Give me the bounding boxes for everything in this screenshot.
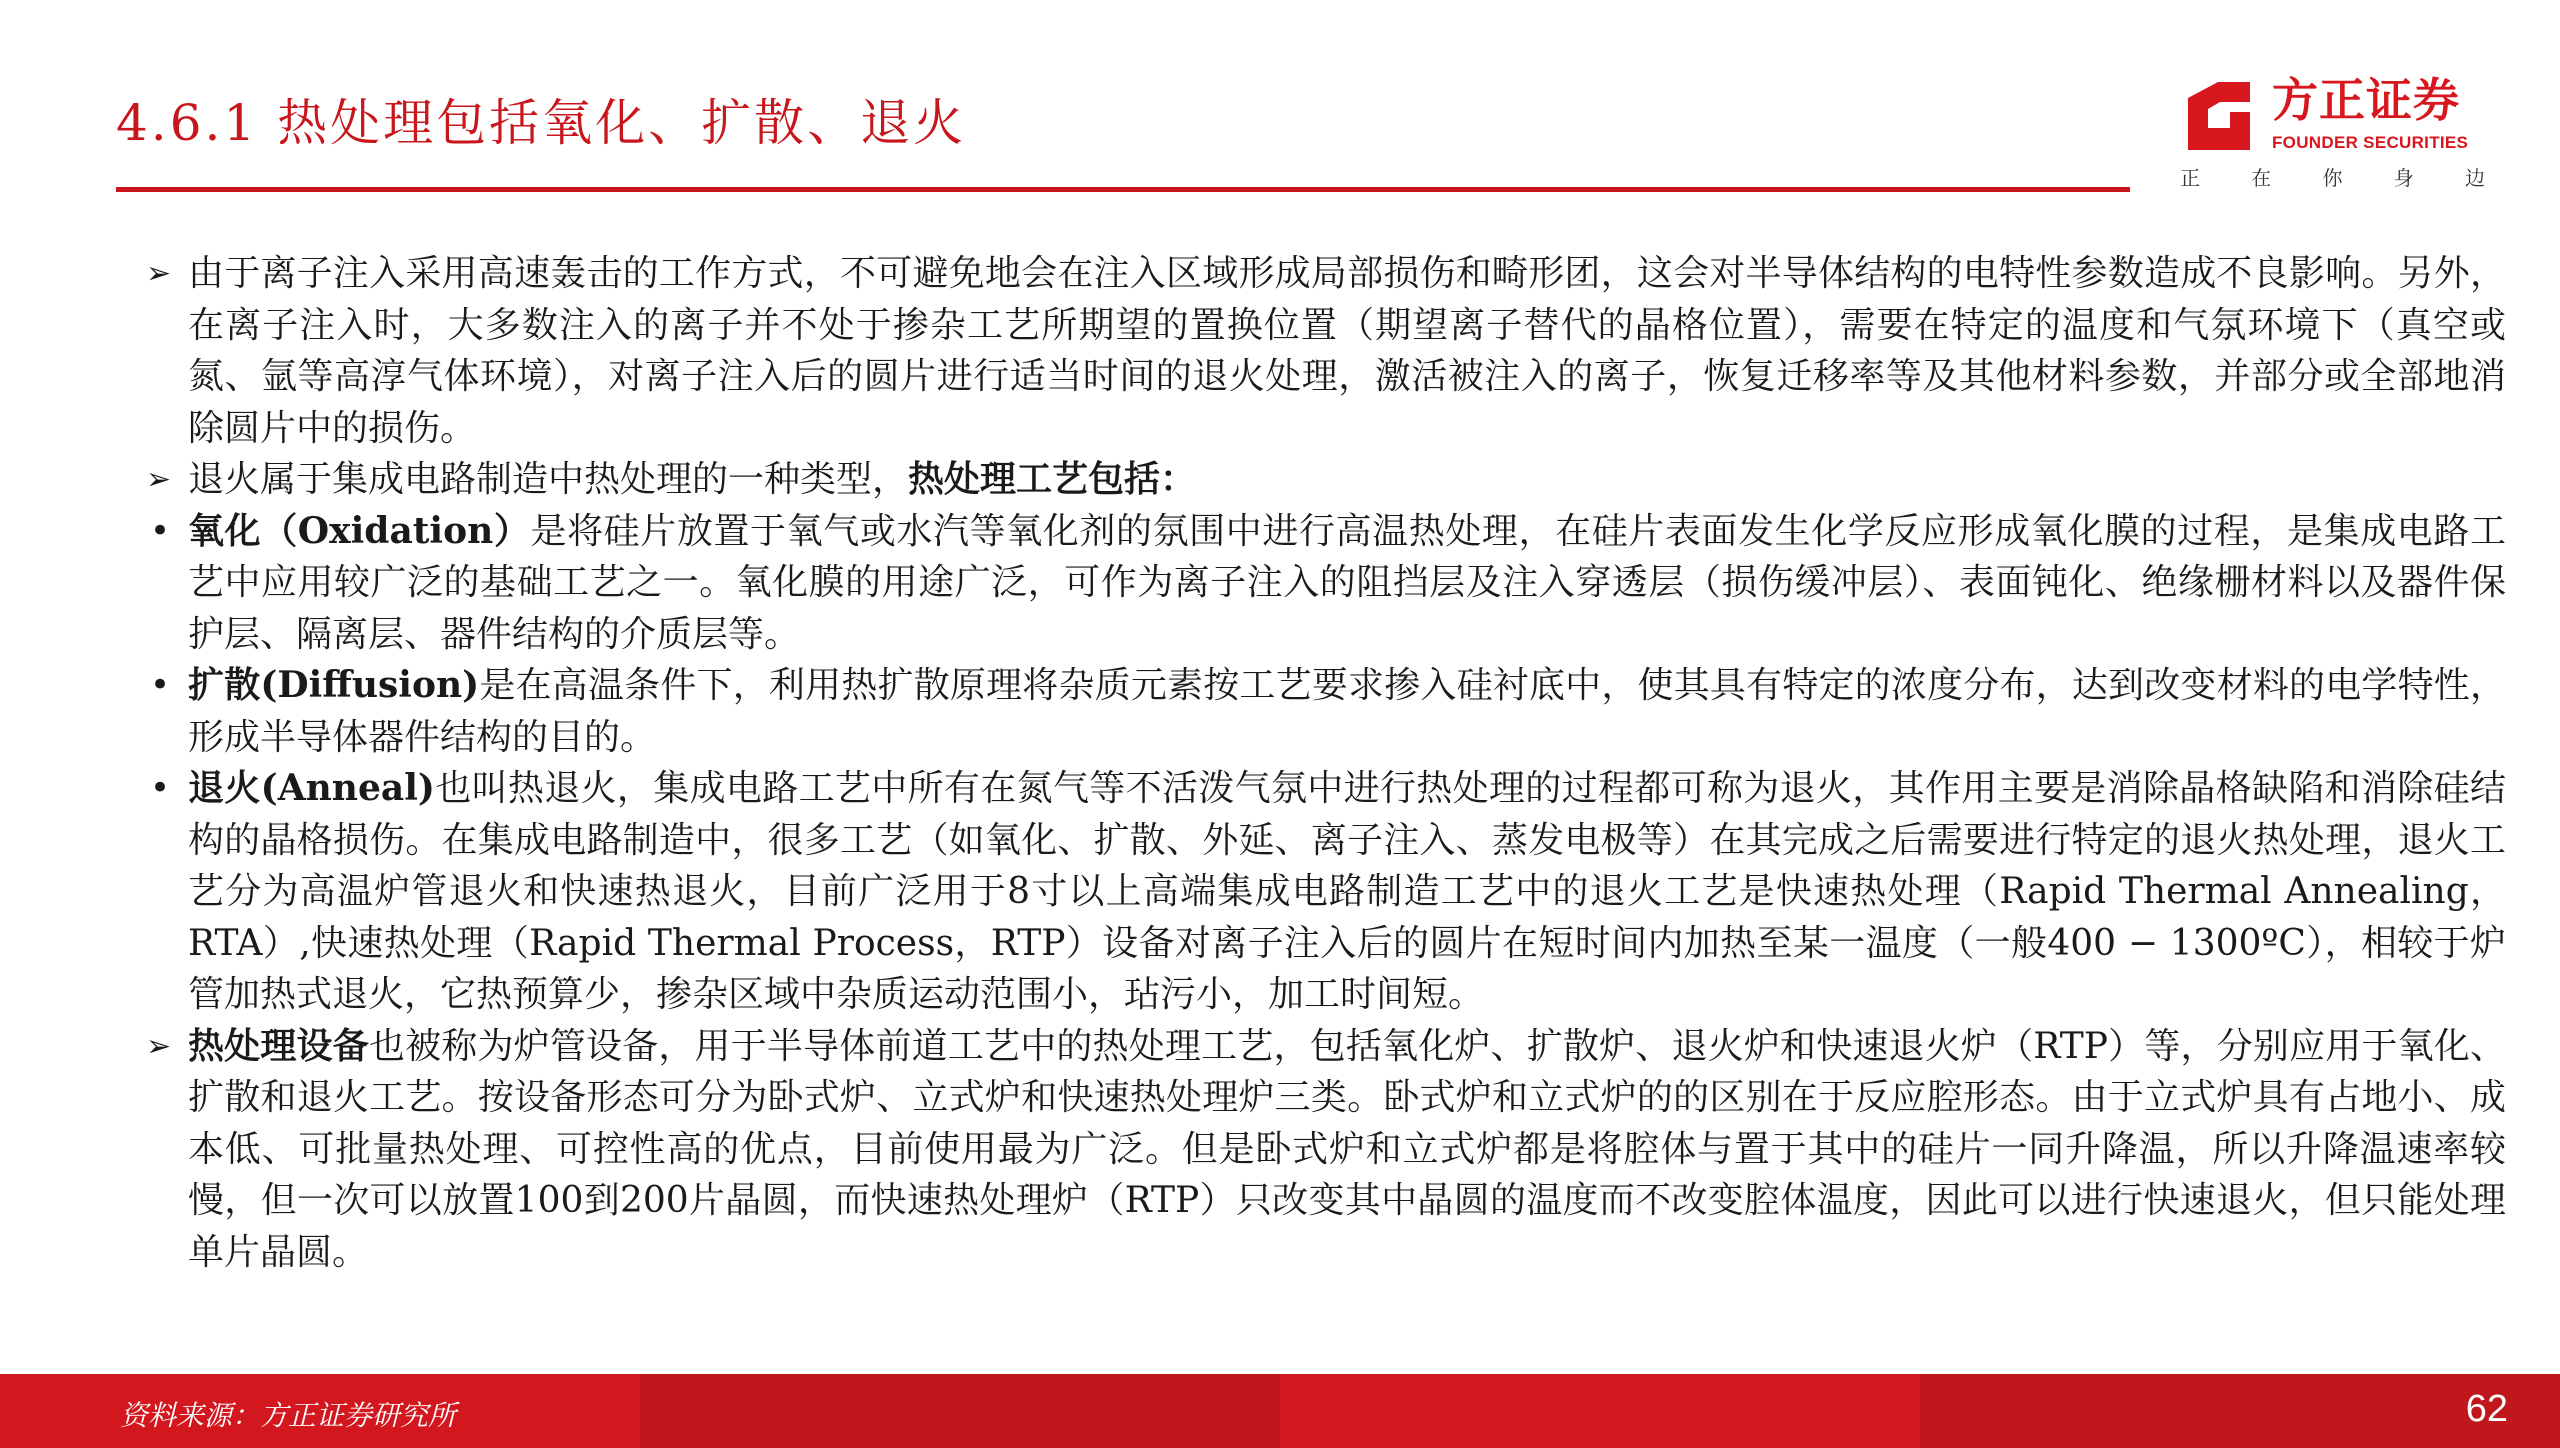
- bold-text: 热处理工艺包括：: [908, 458, 1197, 500]
- paragraph-text: 也叫热退火，集成电路工艺中所有在氮气等不活泼气氛中进行热处理的过程都可称为退火，其作用主要是消除晶格缺陷和消除硅结构的晶格损伤。在集成电路制造中，很多工艺（如氧化、扩散、外延、离子注入、蒸发电极等）在其完成之后需要进行特定的退火热处理，退火工艺分为高温炉管退火和快速热退火，目前广泛用于8寸以上高端集成电路制造工艺中的退火工艺是快速热处理（Rapid Thermal Annealing，RTA）,快速热处理（Rapid Thermal Process，RTP）设备对离子注入后的圆片在短时间内加热至某一温度（一般400 − 1300ºC），相较于炉管加热式退火，它热预算少，掺杂区域中杂质运动范围小，玷污小，加工时间短。: [188, 768, 2506, 1015]
- bold-text: 退火(Anneal): [188, 767, 435, 809]
- bullet-dot-icon: •: [150, 665, 171, 705]
- arrow-paragraph: [146, 454, 2506, 506]
- bullet-dot-icon: •: [150, 768, 171, 808]
- slogan-char: 正: [2180, 166, 2200, 190]
- content-body: [146, 248, 2506, 1278]
- bullet-paragraph: [146, 763, 2506, 1021]
- slogan-char: 身: [2393, 166, 2414, 190]
- bold-text: 氧化（Oxidation）: [188, 509, 531, 552]
- logo-slogan: [2180, 168, 2485, 188]
- slogan-char: 边: [2465, 166, 2485, 190]
- arrow-bullet-icon: ➢: [146, 256, 172, 291]
- source-note: 资料来源：方正证券研究所: [120, 1399, 457, 1432]
- arrow-paragraph: [146, 248, 2506, 454]
- company-logo: [2180, 72, 2500, 202]
- logo-name-cn: 方正证券: [2272, 73, 2460, 127]
- paragraph-text: 是将硅片放置于氧气或水汽等氧化剂的氛围中进行高温热处理，在硅片表面发生化学反应形成氧化膜的过程，是集成电路工艺中应用较广泛的基础工艺之一。氧化膜的用途广泛，可作为离子注入的阻挡层及注入穿透层（损伤缓冲层）、表面钝化、绝缘栅材料以及器件保护层、隔离层、器件结构的介质层等。: [188, 510, 2506, 655]
- bold-text: 热处理设备: [188, 1024, 369, 1067]
- paragraph-text: 是在高温条件下，利用热扩散原理将杂质元素按工艺要求掺入硅衬底中，使其具有特定的浓度分布，达到改变材料的电学特性，形成半导体器件结构的目的。: [188, 665, 2506, 758]
- slogan-char: 你: [2322, 166, 2343, 190]
- founder-logo-icon: [2180, 76, 2260, 156]
- title-underline: [116, 187, 2130, 192]
- bullet-dot-icon: •: [150, 510, 171, 551]
- slogan-char: 在: [2251, 166, 2272, 190]
- bullet-paragraph: [146, 506, 2506, 661]
- footer-segment: [1920, 1374, 2560, 1448]
- page-number: 62: [2465, 1388, 2508, 1430]
- paragraph-text: 也被称为炉管设备，用于半导体前道工艺中的热处理工艺，包括氧化炉、扩散炉、退火炉和快速退火炉（RTP）等，分别应用于氧化、扩散和退火工艺。按设备形态可分为卧式炉、立式炉和快速热处理炉三类。卧式炉和立式炉的的区别在于反应腔形态。由于立式炉具有占地小、成本低、可批量热处理、可控性高的优点，目前使用最为广泛。但是卧式炉和立式炉都是将腔体与置于其中的硅片一同升降温，所以升降温速率较慢，但一次可以放置100到200片晶圆，而快速热处理炉（RTP）只改变其中晶圆的温度而不改变腔体温度，因此可以进行快速退火，但只能处理单片晶圆。: [188, 1025, 2506, 1273]
- footer-segment: [640, 1374, 1280, 1448]
- logo-name-en: FOUNDER SECURITIES: [2272, 133, 2469, 152]
- footer-segment: [1280, 1374, 1920, 1448]
- arrow-paragraph: [146, 1021, 2506, 1279]
- paragraph-text: 由于离子注入采用高速轰击的工作方式，不可避免地会在注入区域形成局部损伤和畸形团，这会对半导体结构的电特性参数造成不良影响。另外，在离子注入时，大多数注入的离子并不处于掺杂工艺所期望的置换位置（期望离子替代的晶格位置），需要在特定的温度和气氛环境下（真空或氮、氩等高淳气体环境），对离子注入后的圆片进行适当时间的退火处理，激活被注入的离子，恢复迁移率等及其他材料参数，并部分或全部地消除圆片中的损伤。: [188, 253, 2506, 449]
- bold-text: 扩散(Diffusion): [188, 664, 480, 706]
- page-title: 4.6.1 热处理包括氧化、扩散、退火: [116, 94, 967, 152]
- arrow-bullet-icon: ➢: [146, 1028, 172, 1064]
- arrow-bullet-icon: ➢: [146, 462, 172, 497]
- bullet-paragraph: [146, 660, 2506, 763]
- paragraph-text: 退火属于集成电路制造中热处理的一种类型，: [188, 459, 909, 500]
